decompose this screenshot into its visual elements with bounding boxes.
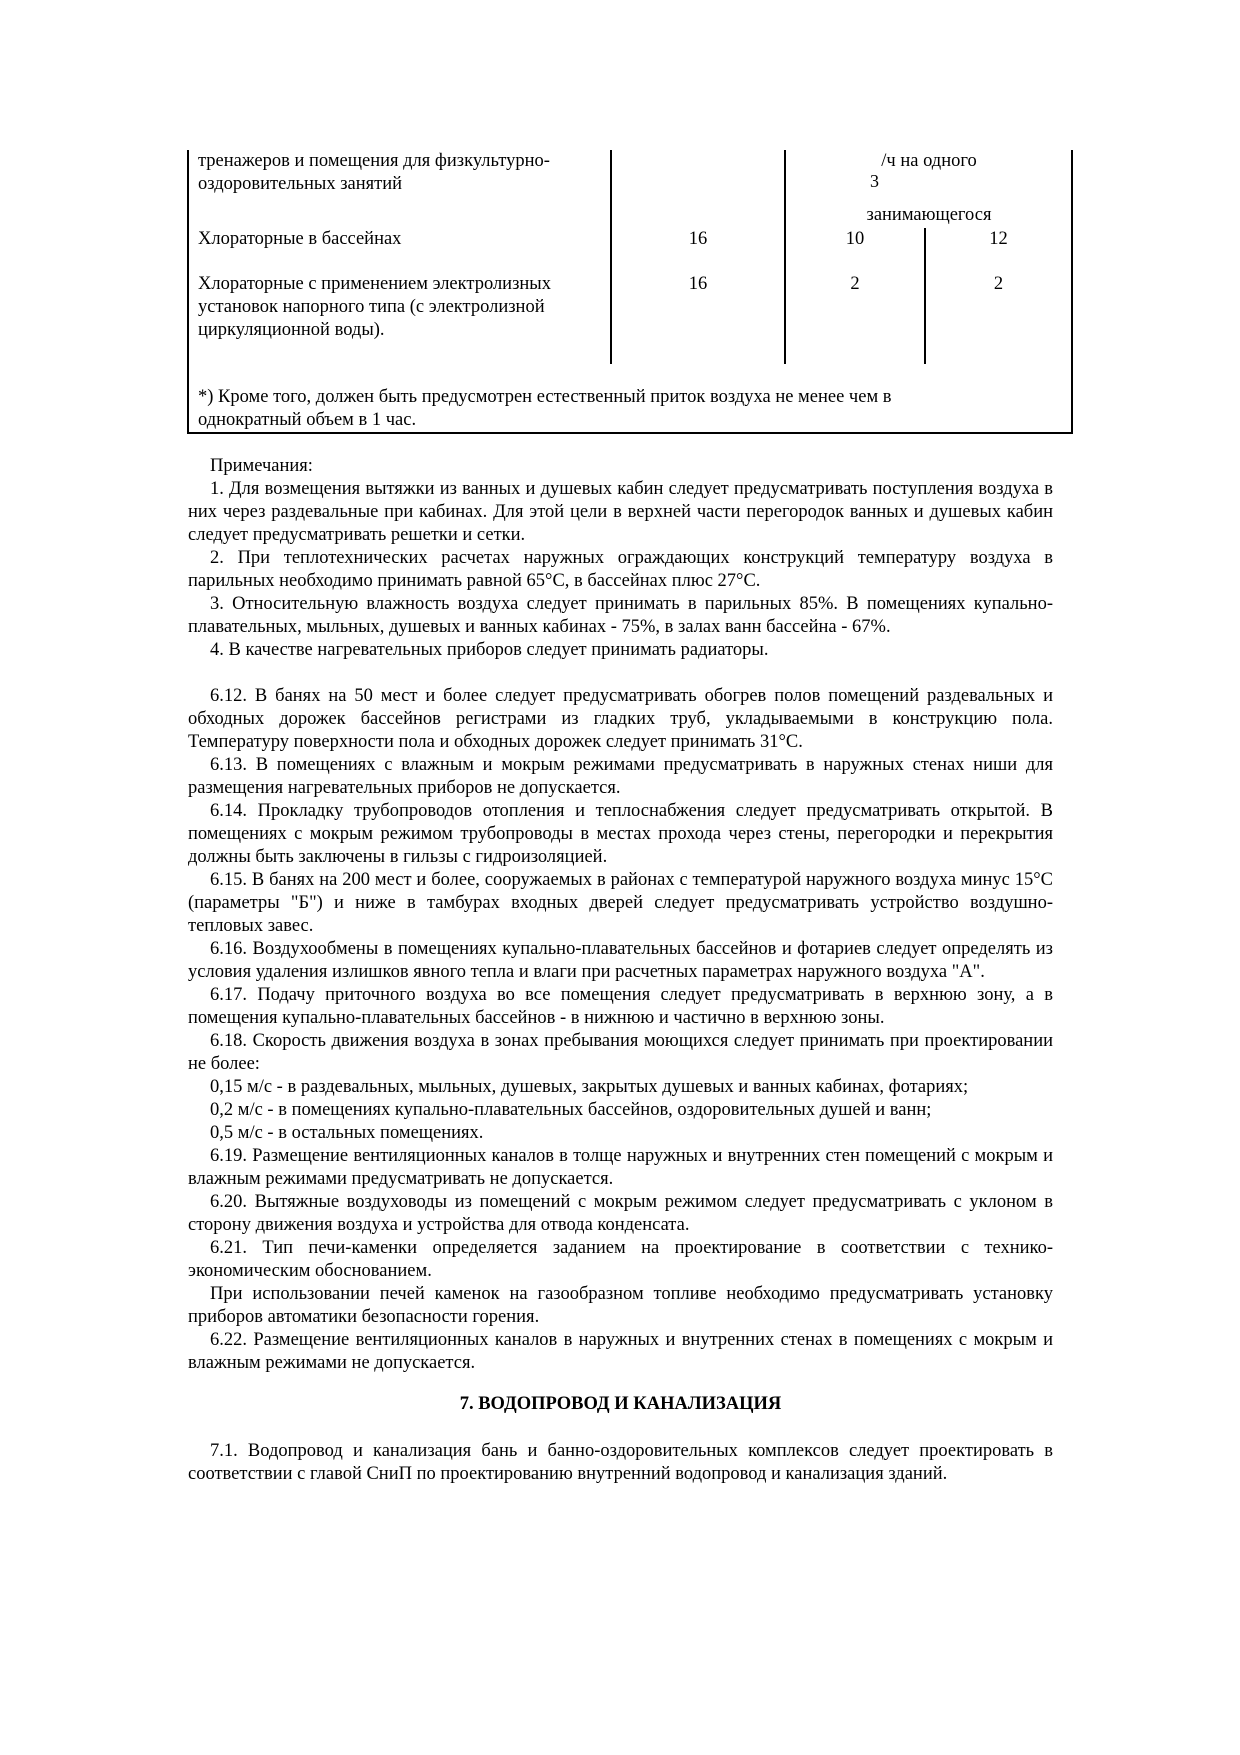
table-row-1-unit-line2 bbox=[785, 204, 1073, 227]
clause-6-15: 6.15. В банях на 200 мест и более, сооружаемых в районах с температурой наружного воздуха минус 15°С (параметры "Б") и ниже в тамбурах входных дверей следует предусматривать устройство воздушно-тепловых завес. bbox=[188, 870, 1053, 936]
footnote-line: *) Кроме того, должен быть предусмотрен естественный приток воздуха не менее чем в bbox=[198, 387, 892, 407]
footnote-line: однократный объем в 1 час. bbox=[198, 410, 417, 430]
table-row-2-name: Хлораторные в бассейнах bbox=[198, 229, 402, 249]
table-right-border bbox=[1071, 150, 1073, 434]
note-item: 1. Для возмещения вытяжки из ванных и душевых кабин следует предусматривать поступления воздуха в них через раздевальные при кабинах. Для этой цели в верхней части перегородок ванных и душевых кабин следует предусматривать решетки и сетки. bbox=[188, 479, 1053, 545]
spacer bbox=[188, 1416, 1053, 1440]
cell-text-line: установок напорного типа (с электролизной bbox=[198, 297, 545, 317]
clause-6-13: 6.13. В помещениях с влажным и мокрым режимами предусматривать в наружных стенах ниши для размещения нагревательных приборов не допускается. bbox=[188, 755, 1053, 798]
note-item: 3. Относительную влажность воздуха следует принимать в парильных 85%. В помещениях купально-плавательных, мыльных, душевых и ванных кабинах - 75%, в залах ванн бассейна - 67%. bbox=[188, 594, 1053, 637]
cell-text-line: Хлораторные с применением электролизных bbox=[198, 274, 551, 294]
unit-text: /ч на одного bbox=[881, 151, 977, 171]
table-left-border bbox=[187, 150, 189, 434]
air-exchange-table-fragment bbox=[187, 150, 1073, 434]
cell-text-line: оздоровительных занятий bbox=[198, 174, 403, 194]
clause-6-18-item: 0,5 м/с - в остальных помещениях. bbox=[210, 1123, 484, 1143]
note-item: 4. В качестве нагревательных приборов следует принимать радиаторы. bbox=[210, 640, 769, 660]
clause-6-22: 6.22. Размещение вентиляционных каналов в наружных и внутренних стенах в помещениях с мокрым и влажным режимами не допускается. bbox=[188, 1330, 1053, 1373]
spacer bbox=[188, 1375, 1053, 1393]
clause-6-18-item: 0,15 м/с - в раздевальных, мыльных, душевых, закрытых душевых и ванных кабинах, фотариях; bbox=[210, 1077, 969, 1097]
table-row-1-name bbox=[198, 150, 603, 196]
table-row-2-col3: 10 bbox=[845, 229, 865, 249]
table-row-3-col2: 16 bbox=[688, 274, 708, 294]
table-row-1-unit-line1 bbox=[785, 150, 1073, 173]
clause-6-18: 6.18. Скорость движения воздуха в зонах пребывания моющихся следует принимать при проектировании не более: bbox=[188, 1031, 1053, 1074]
table-row-1-unit-exponent: 3 bbox=[870, 171, 879, 191]
table-row-3-col4: 2 bbox=[993, 274, 1004, 294]
table-row-3-name bbox=[198, 273, 603, 342]
clause-6-18-item: 0,2 м/с - в помещениях купально-плавательных бассейнов, оздоровительных душей и ванн; bbox=[210, 1100, 932, 1120]
table-footnote bbox=[198, 386, 1058, 432]
clause-6-17: 6.17. Подачу приточного воздуха во все помещения следует предусматривать в верхнюю зону, а в помещения купально-плавательных бассейнов - в нижнюю и частично в верхнюю зоны. bbox=[188, 985, 1053, 1028]
clause-6-21: 6.21. Тип печи-каменки определяется заданием на проектирование в соответствии с технико-экономическим обоснованием. bbox=[188, 1238, 1053, 1281]
clause-6-12: 6.12. В банях на 50 мест и более следует предусматривать обогрев полов помещений раздевальных и обходных дорожек бассейнов регистрами из гладких труб, укладываемыми в конструкцию пола. Температуру поверхности пола и обходных дорожек следует принимать 31°С. bbox=[188, 686, 1053, 752]
column-divider-1 bbox=[610, 150, 612, 364]
clause-6-19: 6.19. Размещение вентиляционных каналов в толще наружных и внутренних стен помещений с мокрым и влажным режимами предусматривать не допускается. bbox=[188, 1146, 1053, 1189]
clause-6-21-addendum: При использовании печей каменок на газообразном топливе необходимо предусматривать установку приборов автоматики безопасности горения. bbox=[188, 1284, 1053, 1327]
unit-text: занимающегося bbox=[866, 205, 992, 225]
clause-7-1: 7.1. Водопровод и канализация бань и банно-оздоровительных комплексов следует проектировать в соответствии с главой СниП по проектированию внутренний водопровод и канализация зданий. bbox=[188, 1441, 1053, 1484]
table-row-2-col2: 16 bbox=[688, 229, 708, 249]
spacer bbox=[188, 662, 1053, 685]
table-row-2-col4: 12 bbox=[989, 229, 1008, 249]
document-body bbox=[188, 455, 1053, 1486]
clause-6-14: 6.14. Прокладку трубопроводов отопления и теплоснабжения следует предусматривать открытой. В помещениях с мокрым режимом трубопроводы в местах прохода через стены, перегородки и перекрытия должны быть заключены в гильзы с гидроизоляцией. bbox=[188, 801, 1053, 867]
table-bottom-border bbox=[187, 432, 1073, 434]
note-item: 2. При теплотехнических расчетах наружных ограждающих конструкций температуру воздуха в парильных необходимо принимать равной 65°С, в бассейнах плюс 27°С. bbox=[188, 548, 1053, 591]
clause-6-16: 6.16. Воздухообмены в помещениях купально-плавательных бассейнов и фотариев следует определять из условия удаления излишков явного тепла и влаги при расчетных параметрах наружного воздуха "А". bbox=[188, 939, 1053, 982]
cell-text-line: тренажеров и помещения для физкультурно- bbox=[198, 151, 550, 171]
cell-text-line: циркуляционной воды). bbox=[198, 320, 385, 340]
notes-heading: Примечания: bbox=[210, 456, 313, 476]
table-row-3-col3: 2 bbox=[850, 274, 860, 294]
column-divider-2 bbox=[784, 150, 786, 364]
clause-6-20: 6.20. Вытяжные воздуховоды из помещений с мокрым режимом следует предусматривать с уклоном в сторону движения воздуха и устройства для отвода конденсата. bbox=[188, 1192, 1053, 1235]
section-7-heading: 7. ВОДОПРОВОД И КАНАЛИЗАЦИЯ bbox=[459, 1394, 782, 1414]
